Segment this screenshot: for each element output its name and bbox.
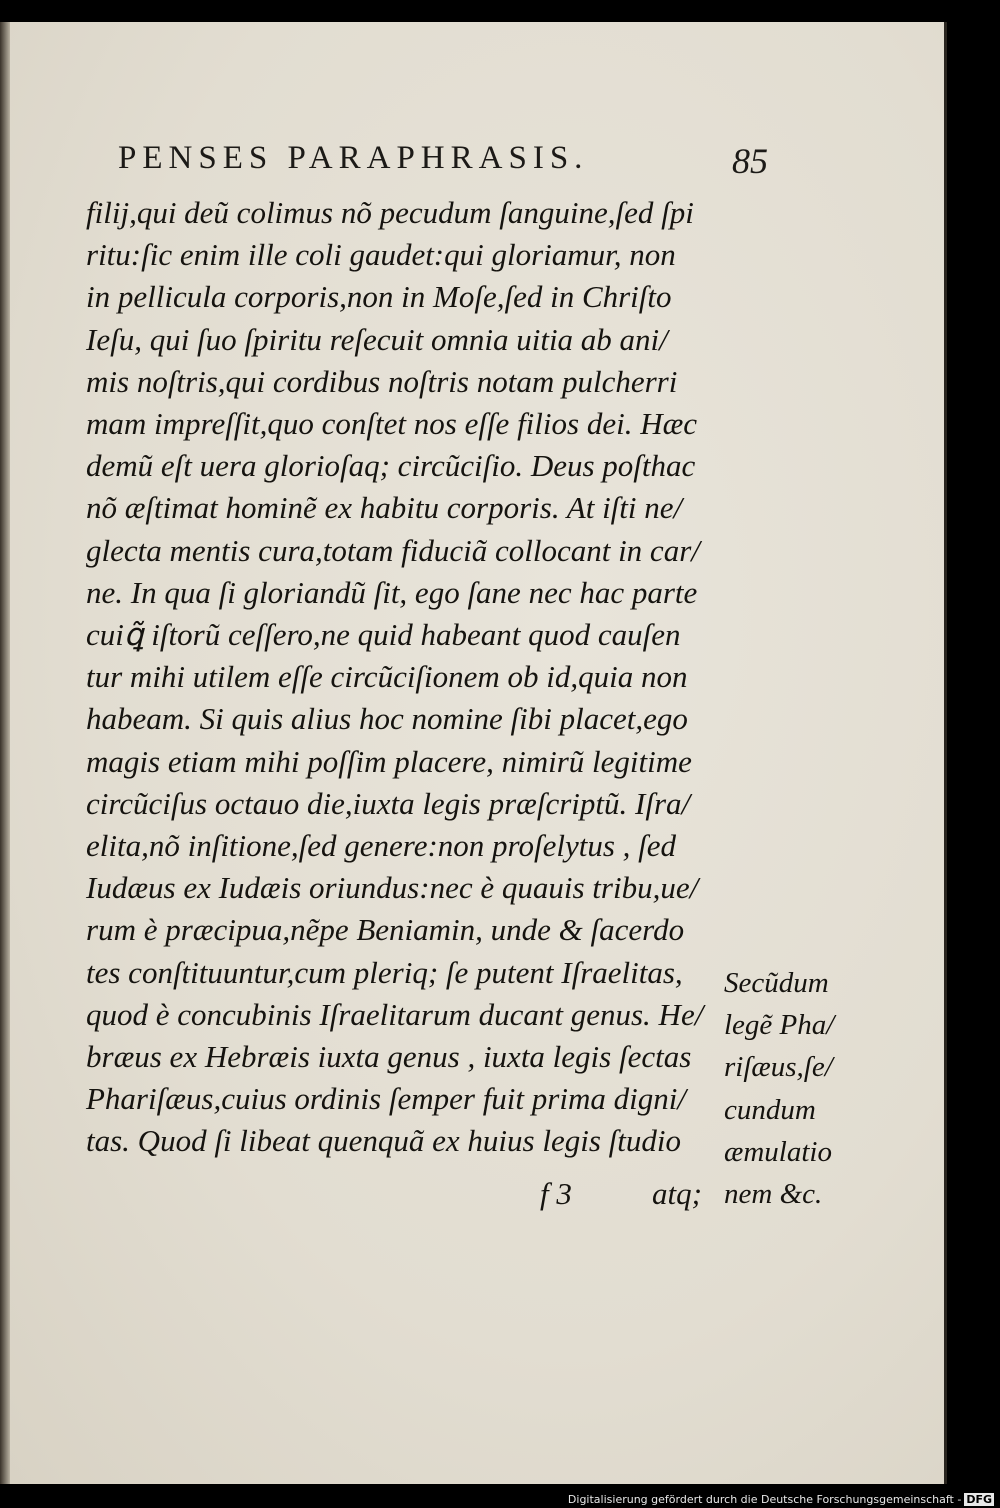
text-line: in pellicula corporis,non in Moſe,ſed in Chriſto [86, 279, 672, 315]
text-line: circũciſus octauo die,iuxta legis præſcriptũ. Iſra/ [86, 785, 691, 821]
text-line: tas. Quod ſi libeat quenquã ex huius legis ſtudio [86, 1123, 681, 1159]
margin-note-line: legẽ Pha/ [724, 1009, 835, 1042]
text-line: quod è concubinis Iſraelitarum ducant genus. He/ [86, 996, 704, 1032]
text-line: nõ æſtimat hominẽ ex habitu corporis. At iſti ne/ [86, 490, 683, 526]
margin-note-line: nem &c. [724, 1178, 823, 1211]
text-line: demũ eſt uera glorioſaq; circũciſio. Deus poſthac [86, 448, 696, 484]
text-line: filij,qui deũ colimus nõ pecudum ſanguine,ſed ſpi [86, 195, 694, 230]
signature-mark: f 3 [540, 1176, 572, 1211]
marginal-note [724, 962, 834, 1215]
text-line: mam impreſſit,quo conſtet nos eſſe filios dei. Hæc [86, 406, 698, 442]
body-text [86, 192, 726, 1163]
page-number: 85 [732, 141, 768, 181]
dfg-logo: DFG [966, 1493, 992, 1506]
margin-note-line: Secũdum [724, 967, 829, 999]
text-line: habeam. Si quis alius hoc nomine ſibi placet,ego [86, 701, 688, 737]
text-line: Phariſæus,cuius ordinis ſemper fuit prima digni/ [86, 1081, 686, 1117]
text-line: bræus ex Hebræis iuxta genus , iuxta legis ſectas [86, 1039, 692, 1075]
text-line: ritu:ſic enim ille coli gaudet:qui gloriamur, non [86, 237, 676, 273]
text-line: magis etiam mihi poſſim placere, nimirũ legitime [86, 743, 692, 779]
margin-note-line: cundum [724, 1093, 816, 1126]
digitization-credit [568, 1493, 994, 1506]
credit-text: Digitalisierung gefördert durch die Deutsche Forschungsgemeinschaft - [567, 1493, 962, 1506]
margin-note-line: riſæus,ſe/ [724, 1051, 833, 1084]
text-line: Iudæus ex Iudæis oriundus:nec è quauis tribu,ue/ [86, 870, 699, 906]
text-line: cuiꝗ̃ iſtorũ ceſſero,ne quid habeant quod cauſen [86, 617, 681, 653]
text-line: tes conſtituuntur,cum pleriq; ſe putent Iſraelitas, [86, 954, 683, 990]
text-line: ne. In qua ſi gloriandũ ſit, ego ſane nec hac parte [86, 574, 698, 610]
margin-note-line: æmulatio [724, 1135, 832, 1168]
text-line: mis noſtris,qui cordibus noſtris notam pulcherri [86, 363, 678, 399]
catchword: atq; [652, 1176, 702, 1211]
text-line: Ieſu, qui ſuo ſpiritu reſecuit omnia uitia ab ani/ [86, 321, 668, 357]
running-head: PENSES PARAPHRASIS. [118, 140, 589, 176]
text-line: glecta mentis cura,totam fiduciã collocant in car/ [86, 532, 700, 568]
text-line: elita,nõ inſitione,ſed genere:non proſelytus , ſed [86, 828, 677, 864]
text-line: tur mihi utilem eſſe circũciſionem ob id,quia non [86, 659, 688, 695]
text-line: rum è præcipua,nẽpe Beniamin, unde & ſacerdo [86, 912, 685, 948]
page-gutter [0, 22, 10, 1484]
